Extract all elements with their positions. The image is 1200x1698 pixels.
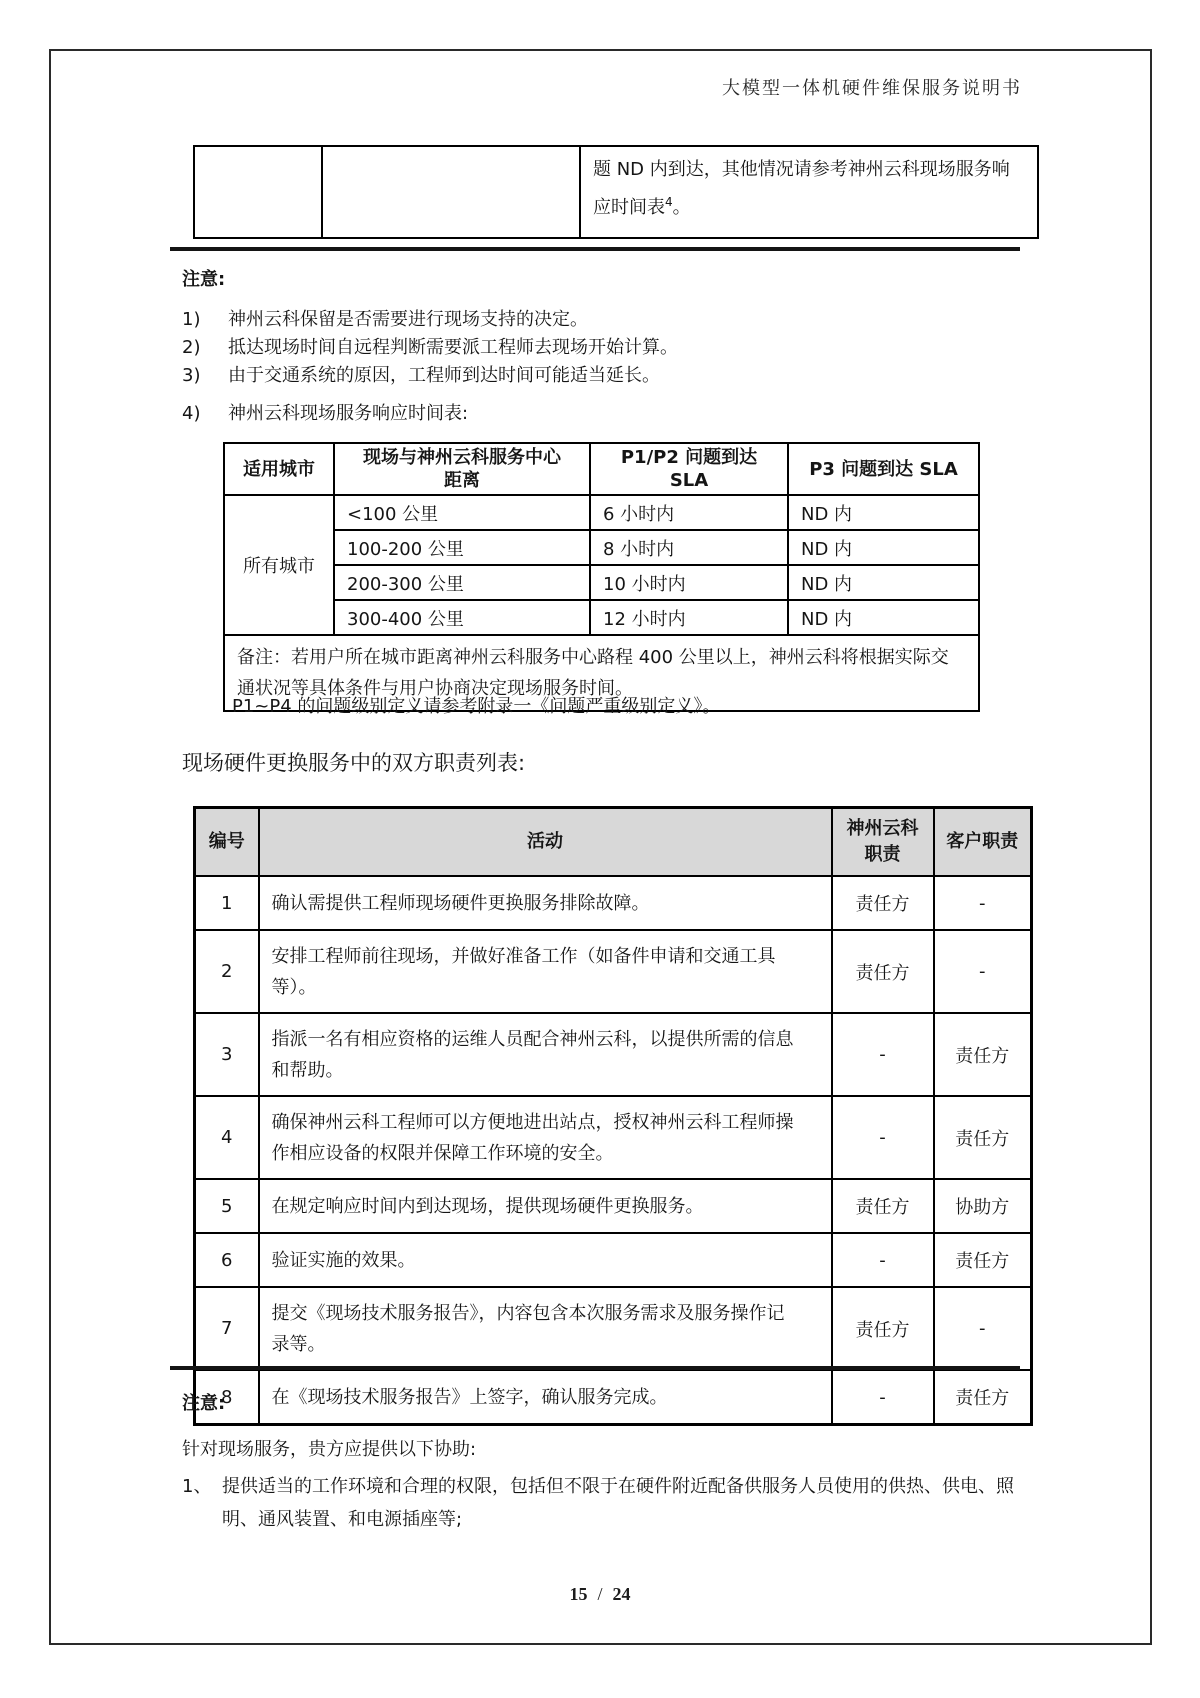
customer-cell: 责任方 xyxy=(934,1013,1032,1096)
notes-top-label: 注意: xyxy=(182,269,226,290)
p3-sla-cell: ND 内 xyxy=(788,530,979,565)
number-cell: 8 xyxy=(195,1370,259,1425)
footer-total-pages: 24 xyxy=(612,1584,631,1604)
empty-cell xyxy=(194,146,322,238)
carryover-table xyxy=(193,145,1039,239)
vendor-cell: - xyxy=(832,1370,934,1425)
distance-cell: 200-300 公里 xyxy=(334,565,590,600)
customer-cell: 责任方 xyxy=(934,1233,1032,1287)
p3-sla-cell: ND 内 xyxy=(788,565,979,600)
list-text: 提供适当的工作环境和合理的权限，包括但不限于在硬件附近配备供服务人员使用的供热、供电、照明、通风装置、和电源插座等; xyxy=(222,1476,1014,1530)
activity-cell: 确保神州云科工程师可以方便地进出站点，授权神州云科工程师操作相应设备的权限并保障工作环境的安全。 xyxy=(259,1096,832,1179)
customer-cell: 协助方 xyxy=(934,1179,1032,1233)
activity-cell: 指派一名有相应资格的运维人员配合神州云科，以提供所需的信息和帮助。 xyxy=(259,1013,832,1096)
customer-cell: - xyxy=(934,1287,1032,1370)
header-customer-responsibility: 客户职责 xyxy=(934,808,1032,877)
list-item xyxy=(182,334,678,362)
vendor-cell: 责任方 xyxy=(832,876,934,930)
header-vendor-responsibility xyxy=(832,808,934,877)
vendor-cell: 责任方 xyxy=(832,1179,934,1233)
activity-cell: 安排工程师前往现场，并做好准备工作（如备件申请和交通工具等）。 xyxy=(259,930,832,1013)
customer-cell: - xyxy=(934,930,1032,1013)
header-p12-line2: SLA xyxy=(669,470,709,491)
table-header-row xyxy=(195,808,1032,877)
activity-cell: 在《现场技术服务报告》上签字，确认服务完成。 xyxy=(259,1370,832,1425)
footer-page-number: 15 xyxy=(569,1584,588,1604)
vendor-cell: 责任方 xyxy=(832,930,934,1013)
table-row xyxy=(195,1179,1032,1233)
p12-sla-cell: 8 小时内 xyxy=(590,530,788,565)
table-row xyxy=(195,930,1032,1013)
table-row xyxy=(224,530,979,565)
table-row xyxy=(195,876,1032,930)
remark-cell: 备注：若用户所在城市距离神州云科服务中心路程 400 公里以上，神州云科将根据实际交通状况等具体条件与用户协商决定现场服务时间。 xyxy=(224,635,979,711)
header-number: 编号 xyxy=(195,808,259,877)
table-row xyxy=(224,600,979,635)
list-text: 由于交通系统的原因，工程师到达时间可能适当延长。 xyxy=(228,365,660,386)
empty-cell xyxy=(322,146,580,238)
section-divider-line xyxy=(170,247,1020,251)
vendor-cell: - xyxy=(832,1096,934,1179)
activity-cell: 验证实施的效果。 xyxy=(259,1233,832,1287)
table-row xyxy=(224,565,979,600)
customer-cell: 责任方 xyxy=(934,1370,1032,1425)
p3-sla-cell: ND 内 xyxy=(788,495,979,530)
activity-cell: 在规定响应时间内到达现场，提供现场硬件更换服务。 xyxy=(259,1179,832,1233)
distance-cell: 100-200 公里 xyxy=(334,530,590,565)
list-item xyxy=(182,400,468,428)
header-vendor-line1: 神州云科 xyxy=(846,818,919,839)
table-row xyxy=(195,1096,1032,1179)
list-marker: 1) xyxy=(182,309,201,330)
vendor-cell: - xyxy=(832,1233,934,1287)
section-divider-line xyxy=(170,1366,1020,1370)
number-cell: 7 xyxy=(195,1287,259,1370)
list-marker: 4) xyxy=(182,403,201,424)
table-header-row xyxy=(224,443,979,495)
vendor-cell: - xyxy=(832,1013,934,1096)
list-item xyxy=(182,306,588,334)
section-title: 现场硬件更换服务中的双方职责列表: xyxy=(182,751,526,775)
header-vendor-line2: 职责 xyxy=(864,844,901,865)
header-activity: 活动 xyxy=(259,808,832,877)
header-p12-sla xyxy=(590,443,788,495)
vendor-cell: 责任方 xyxy=(832,1287,934,1370)
responsibility-table xyxy=(193,806,1033,1426)
document-header-title: 大模型一体机硬件维保服务说明书 xyxy=(722,78,1022,98)
number-cell: 4 xyxy=(195,1096,259,1179)
carryover-text: 题 ND 内到达，其他情况请参考神州云科现场服务响应时间表 xyxy=(593,159,1010,218)
header-p12-line1: P1/P2 问题到达 xyxy=(620,447,758,468)
page-footer xyxy=(0,1584,1200,1605)
table-row xyxy=(194,146,1038,238)
list-item xyxy=(182,1470,1022,1536)
p3-sla-cell: ND 内 xyxy=(788,600,979,635)
carryover-tail: 。 xyxy=(672,197,691,218)
carryover-text-cell xyxy=(580,146,1038,238)
number-cell: 6 xyxy=(195,1233,259,1287)
number-cell: 2 xyxy=(195,930,259,1013)
list-item xyxy=(182,362,660,390)
customer-cell: 责任方 xyxy=(934,1096,1032,1179)
distance-cell: 300-400 公里 xyxy=(334,600,590,635)
number-cell: 1 xyxy=(195,876,259,930)
notes-bottom-label: 注意: xyxy=(182,1393,226,1414)
table-row xyxy=(195,1370,1032,1425)
activity-cell: 确认需提供工程师现场硬件更换服务排除故障。 xyxy=(259,876,832,930)
list-text: 神州云科现场服务响应时间表: xyxy=(228,403,469,424)
sla-response-table xyxy=(223,442,980,712)
customer-cell: - xyxy=(934,876,1032,930)
footer-separator: / xyxy=(597,1584,603,1604)
header-distance xyxy=(334,443,590,495)
list-marker: 3) xyxy=(182,365,201,386)
header-distance-line1: 现场与神州云科服务中心 xyxy=(363,447,561,468)
appendix-note: P1~P4 的问题级别定义请参考附录一《问题严重级别定义》。 xyxy=(232,696,721,717)
list-marker: 1、 xyxy=(182,1476,212,1497)
distance-cell: <100 公里 xyxy=(334,495,590,530)
table-row xyxy=(195,1287,1032,1370)
number-cell: 5 xyxy=(195,1179,259,1233)
list-text: 神州云科保留是否需要进行现场支持的决定。 xyxy=(228,309,588,330)
list-marker: 2) xyxy=(182,337,201,358)
table-row xyxy=(195,1233,1032,1287)
notes-bottom-intro: 针对现场服务，贵方应提供以下协助: xyxy=(182,1439,477,1460)
footnote-superscript: 4 xyxy=(665,195,673,209)
p12-sla-cell: 12 小时内 xyxy=(590,600,788,635)
table-row xyxy=(224,495,979,530)
p12-sla-cell: 6 小时内 xyxy=(590,495,788,530)
activity-cell: 提交《现场技术服务报告》，内容包含本次服务需求及服务操作记录等。 xyxy=(259,1287,832,1370)
number-cell: 3 xyxy=(195,1013,259,1096)
header-distance-line2: 距离 xyxy=(444,470,480,491)
table-row xyxy=(195,1013,1032,1096)
header-city: 适用城市 xyxy=(224,443,334,495)
p12-sla-cell: 10 小时内 xyxy=(590,565,788,600)
list-text: 抵达现场时间自远程判断需要派工程师去现场开始计算。 xyxy=(228,337,678,358)
header-p3-sla: P3 问题到达 SLA xyxy=(788,443,979,495)
city-cell: 所有城市 xyxy=(224,495,334,635)
